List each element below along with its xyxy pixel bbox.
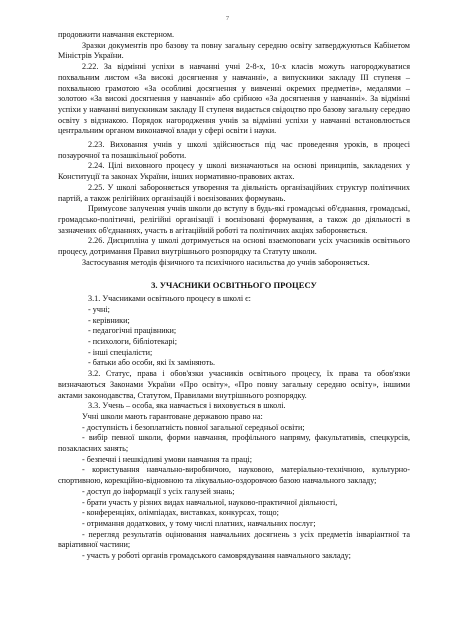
list-item: - доступність і безоплатність повної загальної середньої освіти; <box>82 422 305 432</box>
list-item: - доступ до інформації з усіх галузей знань; <box>82 486 235 496</box>
list-item: - участь у роботі органів громадського самоврядування навчального закладу; <box>82 551 351 561</box>
list-item: - користування навчально-виробничою, науковою, матеріально-технічною, культурно-спортивною, корекційно-відновною та лікувально-оздоровчою базою навчального закладу; <box>58 465 410 486</box>
list-item: - брати участь у різних видах навчальної, науково-практичної діяльності, <box>82 497 338 507</box>
paragraph-3-2: 3.2. Статус, права і обов'язки учасників освітнього процесу, їх права та обов'язки визначаються Законами України «Про освіту», «Про повну загальну середню освіту», іншими актами законодавства, Статутом, Правилами внутрішнього розпорядку. <box>58 369 410 400</box>
list-item: - вибір певної школи, форми навчання, профільного напряму, факультативів, спецкурсів, позакласних занять; <box>58 433 410 454</box>
paragraph-violence-ban: Застосування методів фізичного та психічного насильства до учнів забороняється. <box>82 257 370 267</box>
paragraph-forced-involvement: Примусове залучення учнів школи до вступу в будь-які громадські об'єднання, громадські, громадсько-політичні, релігійні організації і воєнізовані формування, а також до діяльності в зазначених об'єднаннях, участь в агітаційній роботі та політичних акціях забороняється. <box>58 204 410 235</box>
paragraph-3-3: 3.3. Учень – особа, яка навчається і виховується в школі. <box>88 401 286 411</box>
paragraph: продовжити навчання екстерном. <box>58 30 175 39</box>
list-item: - учні; <box>88 304 110 314</box>
participants-intro: 3.1. Учасниками освітнього процесу в школі є: <box>88 294 251 304</box>
list-item: - керівники; <box>88 315 130 325</box>
list-item: - педагогічні працівники; <box>88 326 177 336</box>
list-item: - безпечні і нешкідливі умови навчання та праці; <box>82 454 252 464</box>
list-item: - психологи, бібліотекарі; <box>88 336 178 346</box>
document-body <box>58 30 410 562</box>
paragraph-2-23: 2.23. Виховання учнів у школі здійснюється під час проведення уроків, в процесі позаурочної та позашкільної роботи. <box>58 140 410 160</box>
page-number: 7 <box>225 15 230 22</box>
paragraph: Зразки документів про базову та повну загальну середню освіту затверджуються Кабінетом Міністрів України. <box>58 40 410 61</box>
rights-intro: Учні школи мають гарантоване державою право на: <box>82 411 263 421</box>
section-heading: 3. УЧАСНИКИ ОСВІТНЬОГО ПРОЦЕСУ <box>151 280 317 291</box>
list-item: - отримання додаткових, у тому числі платних, навчальних послуг; <box>82 518 316 528</box>
list-item: - інші спеціалісти; <box>88 347 153 357</box>
paragraph-2-26: 2.26. Дисципліна у школі дотримується на основі взаємоповаги усіх учасників освітнього процесу, дотримання Правил внутрішнього розпорядку та Статуту школи. <box>58 236 410 257</box>
list-item: - батьки або особи, які їх заміняють. <box>88 358 216 368</box>
paragraph-2-25: 2.25. У школі забороняється утворення та діяльність організаційних структур політичних партій, а також релігійних організацій і воєнізованих формувань. <box>58 182 410 203</box>
list-item: - перегляд результатів оцінювання навчальних досягнень з усіх предметів інваріантної та варіативної частини; <box>58 529 410 550</box>
paragraph-2-24-text: 2.24. Цілі виховного процесу у школі визначаються на основі принципів, закладених у Конституції та законах України, інших нормативно-правових актах. <box>58 161 410 182</box>
paragraph-2-24 <box>58 161 410 182</box>
list-item: - конференціях, олімпіадах, виставках, конкурсах, тощо; <box>82 508 279 518</box>
paragraph-2-22: 2.22. За відмінні успіхи в навчанні учні 2-8-х, 10-х класів можуть нагороджуватися похвальним листом «За високі досягнення у навчанні», а випускники закладу ІІІ ступеня – похвальною грамотою «За особливі досягнення у вивченні окремих предметів», медалями – золотою «За високі досягнення у навчанні» або срібною «За досягнення у навчанні». За відмінні успіхи у навчанні випускникам закладу ІІ ступеня видається свідоцтво про базову загальну середню освіту з відзнакою. Порядок нагородження учнів за відмінні успіхи у навчанні встановлюється центральним органом виконавчої влади у сфері освіти і науки. <box>58 62 410 136</box>
